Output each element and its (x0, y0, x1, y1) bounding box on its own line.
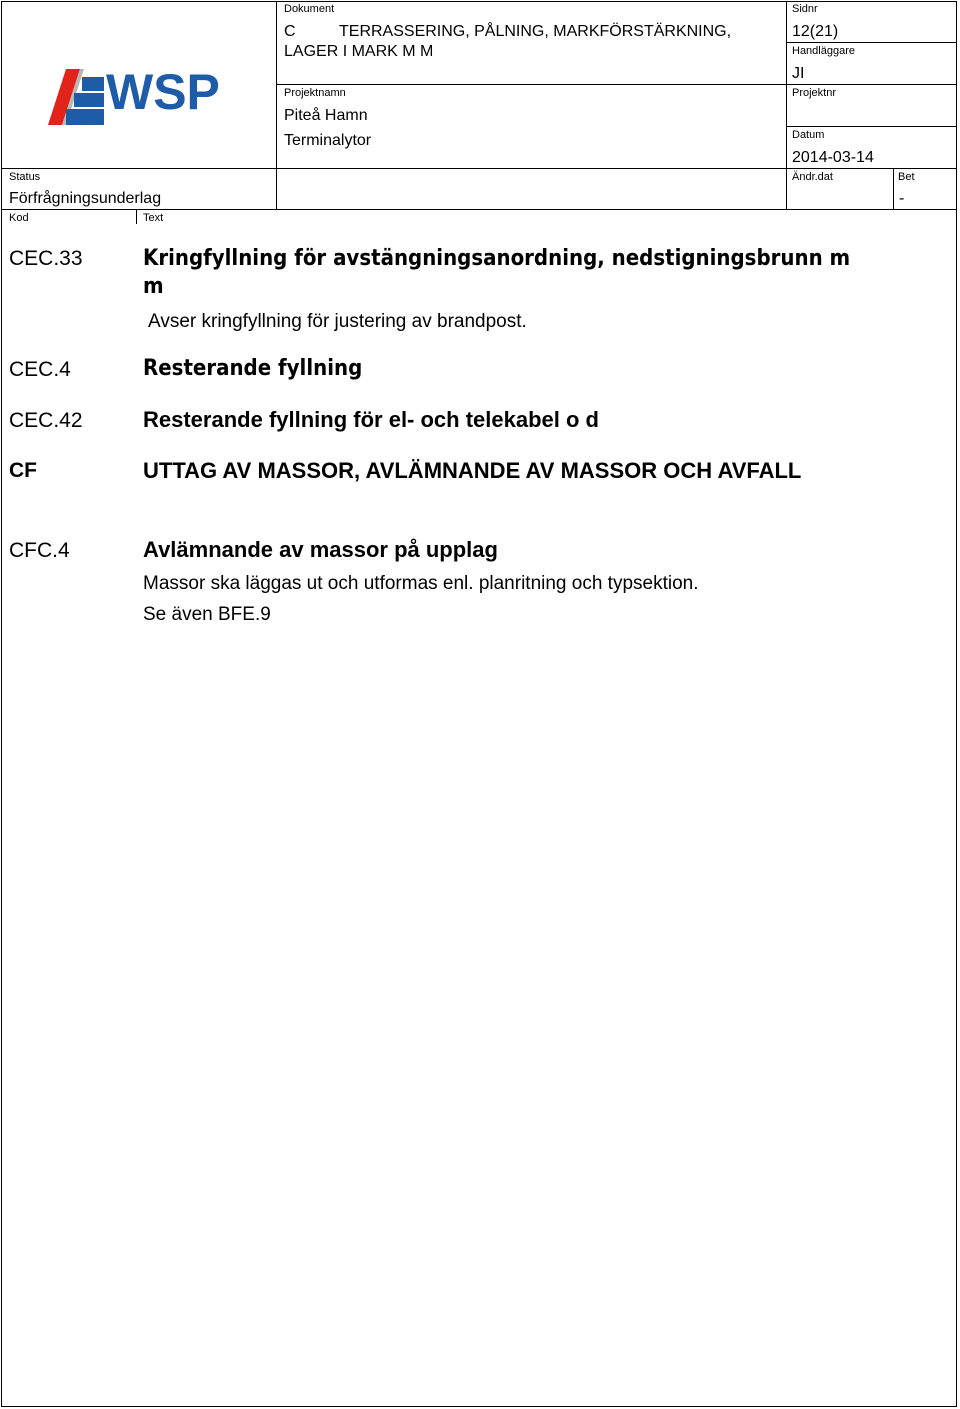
dokument-title-line1: TERRASSERING, PÅLNING, MARKFÖRSTÄRKNING, (339, 23, 732, 40)
section-heading: Resterande fyllning för el- och telekabel o d (143, 407, 599, 432)
section-paragraph: Avser kringfyllning för justering av brandpost. (148, 311, 527, 332)
section-paragraph: Massor ska läggas ut och utformas enl. planritning och typsektion. (143, 573, 699, 594)
section-paragraph: Se även BFE.9 (143, 604, 271, 625)
bet-value: - (899, 190, 905, 207)
dokument-label: Dokument (284, 3, 335, 15)
section-code: CEC.33 (9, 247, 83, 270)
header-rule (786, 126, 956, 127)
header-rule (1, 209, 956, 210)
kod-label: Kod (9, 212, 29, 224)
datum-value: 2014-03-14 (792, 149, 874, 166)
header-divider (786, 1, 787, 209)
sidnr-value: 12(21) (792, 23, 839, 40)
section-code: CEC.4 (9, 358, 71, 381)
section-heading: Resterande fyllning (143, 356, 363, 381)
bet-label: Bet (898, 171, 915, 183)
header-rule (277, 84, 956, 85)
header-divider (276, 1, 277, 209)
projektnamn-line2: Terminalytor (284, 132, 372, 149)
sidnr-label: Sidnr (792, 3, 818, 15)
status-label: Status (9, 171, 41, 183)
logo-wordmark: WSP (106, 64, 220, 120)
wsp-logo (46, 63, 236, 125)
handlaggare-value: JI (792, 65, 805, 82)
kod-text-divider (136, 209, 137, 224)
projektnamn-label: Projektnamn (284, 87, 346, 99)
status-value: Förfrågningsunderlag (9, 190, 162, 207)
header-divider (893, 168, 894, 209)
header-rule (1, 168, 956, 169)
dokument-title-line2: LAGER I MARK M M (284, 43, 434, 60)
section-heading: Kringfyllning för avstängningsanordning, nedstigningsbrunn m m (143, 246, 851, 299)
handlaggare-label: Handläggare (792, 45, 855, 57)
section-code: CFC.4 (9, 539, 70, 562)
projektnr-label: Projektnr (792, 87, 837, 99)
document-header (1, 1, 957, 224)
section-heading: Avlämnande av massor på upplag (143, 537, 498, 562)
section-code: CEC.42 (9, 409, 83, 432)
andrdat-label: Ändr.dat (792, 171, 833, 183)
datum-label: Datum (792, 129, 825, 141)
header-rule (786, 42, 956, 43)
section-code: CF (9, 459, 37, 482)
text-label: Text (143, 212, 164, 224)
dokument-code: C (284, 23, 296, 40)
section-heading: UTTAG AV MASSOR, AVLÄMNANDE AV MASSOR OCH AVFALL (143, 458, 802, 483)
projektnamn-line1: Piteå Hamn (284, 107, 368, 124)
